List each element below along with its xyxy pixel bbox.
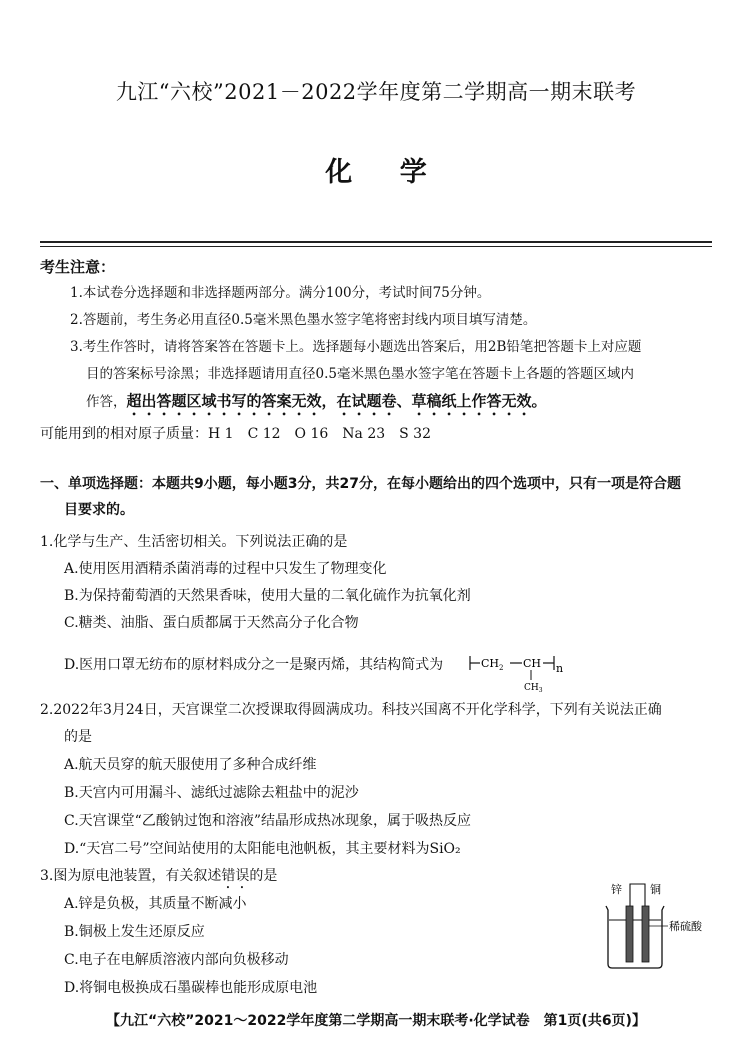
q2-option-a: A.航天员穿的航天服使用了多种合成纤维 [64,757,317,773]
section-heading-1: 一、单项选择题：本题共9小题，每小题3分，共27分，在每小题给出的四个选项中，只有一项是符合题 [40,476,681,492]
zinc-electrode [626,906,633,962]
notice-emphasis: 超出答题区域书写的答案无效，在试题卷、草稿纸上作答无效。 [126,392,547,410]
notice-item-3-cont: 目的答案标号涂黑；非选择题请用直径0.5毫米黑色墨水签字笔在答题卡上各题的答题区域内 [86,366,634,382]
copper-electrode [642,906,649,962]
copper-label: 铜 [650,883,661,896]
q3-stem-pre: 3.图为原电池装置，有关叙述 [40,868,222,884]
formula-n: n [556,662,564,675]
q3-option-c: C.电子在电解质溶液内部向负极移动 [64,952,289,968]
notice-item-2: 2.答题前，考生务必用直径0.5毫米黑色墨水签字笔将密封线内项目填写清楚。 [70,312,537,328]
q3-option-a: A.锌是负极，其质量不断减小 [64,896,247,912]
q1-stem: 1.化学与生产、生活密切相关。下列说法正确的是 [40,534,348,550]
q3-stem-post: 的是 [249,868,278,884]
beaker [606,906,664,968]
formula-ch2: $CH_2$ [481,657,504,672]
subject-title: 化 学 [325,157,427,188]
atomic-masses: 可能用到的相对原子质量：H 1 C 12 O 16 Na 23 S 32 [40,426,432,442]
q2-stem-2: 的是 [64,729,92,745]
notice-item-1: 1.本试卷分选择题和非选择题两部分。满分100分，考试时间75分钟。 [70,285,491,301]
formula-ch3: $CH_3$ [524,683,543,693]
formula-ch: CH [523,657,542,670]
header-rule-thin [40,246,712,247]
q2-option-d: D.“天宫二号”空间站使用的太阳能电池帆板，其主要材料为SiO₂ [64,841,461,857]
galvanic-cell-diagram [600,880,710,970]
notice-heading: 考生注意： [40,258,116,276]
q1-option-d: D.医用口罩无纺布的原材料成分之一是聚丙烯，其结构简式为 [64,657,444,673]
notice-item-3-end [86,391,547,419]
q1-option-b: B.为保持葡萄酒的天然果香味，使用大量的二氧化硫作为抗氧化剂 [64,588,471,604]
q2-option-c: C.天宫课堂“乙酸钠过饱和溶液”结晶形成热冰现象，属于吸热反应 [64,813,471,829]
exam-title: 九江“六校”2021－2022学年度第二学期高一期末联考 [115,80,637,104]
q3-stem-emphasis: 错误 [221,868,250,884]
q1-option-c: C.糖类、油脂、蛋白质都属于天然高分子化合物 [64,615,359,631]
q3-option-b: B.铜极上发生还原反应 [64,924,205,940]
q2-stem-1: 2.2022年3月24日，天宫课堂二次授课取得圆满成功。科技兴国离不开化学科学，下列有关说法正确 [40,702,662,718]
q2-option-b: B.天宫内可用漏斗、滤纸过滤除去粗盐中的泥沙 [64,785,359,801]
notice-item-3: 3.考生作答时，请将答案答在答题卡上。选择题每小题选出答案后，用2B铅笔把答题卡上对应题 [70,339,642,355]
page-footer: 【九江“六校”2021～2022学年度第二学期高一期末联考·化学试卷 第1页(共6页)】 [106,1013,646,1029]
wire [630,884,645,906]
header-rule-thick [40,241,712,243]
q3-stem [40,866,277,892]
q1-option-a: A.使用医用酒精杀菌消毒的过程中只发生了物理变化 [64,561,387,577]
notice-item-3-tail: 作答， [86,394,127,410]
polypropylene-formula [468,648,588,693]
zinc-label: 锌 [611,883,622,896]
acid-label: 稀硫酸 [669,920,702,933]
q3-option-d: D.将铜电极换成石墨碳棒也能形成原电池 [64,980,318,996]
section-heading-2: 目要求的。 [64,502,134,518]
